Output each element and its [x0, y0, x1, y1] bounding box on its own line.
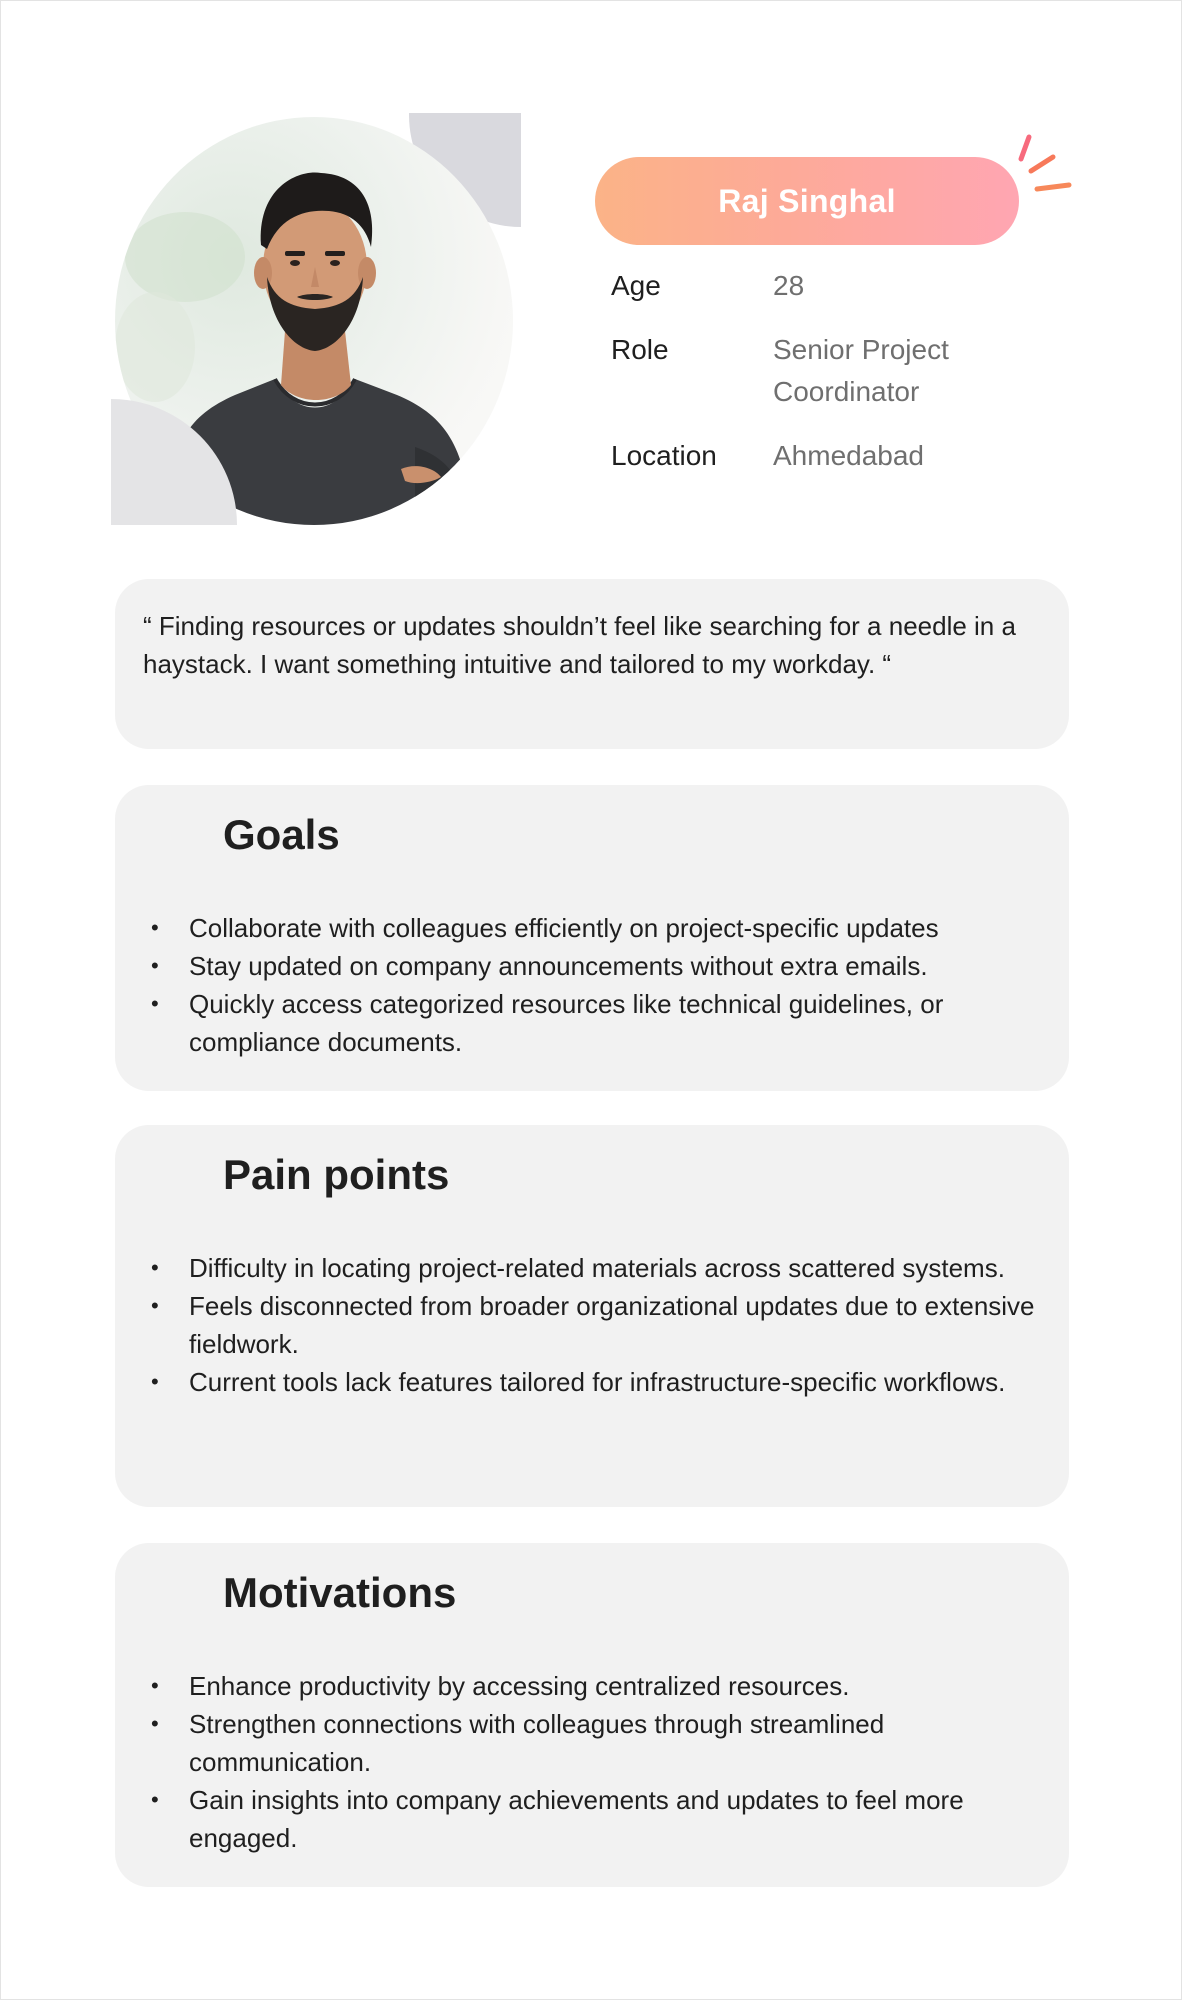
name-badge [595, 157, 1019, 245]
info-row-role [611, 329, 1131, 413]
age-value: 28 [773, 270, 805, 301]
pain-points-title: Pain points [223, 1151, 450, 1198]
info-row-age [611, 265, 1131, 307]
location-label: Location [611, 440, 717, 471]
age-label: Age [611, 270, 661, 301]
pain-points-list [151, 1249, 1039, 1401]
sparkle-lines-icon [1017, 131, 1073, 197]
role-value: Senior Project Coordinator [773, 334, 949, 407]
persona-name: Raj Singhal [718, 182, 896, 219]
list-item: • Gain insights into company achievements and updates to feel more engaged. [151, 1781, 1039, 1857]
goals-title: Goals [223, 811, 340, 858]
info-row-location [611, 435, 1131, 477]
persona-info [611, 265, 1131, 499]
goals-list [151, 909, 1039, 1061]
motivations-list [151, 1667, 1039, 1857]
list-item: • Strengthen connections with colleagues through streamlined communication. [151, 1705, 1039, 1781]
list-item: • Feels disconnected from broader organizational updates due to extensive fieldwork. [151, 1287, 1039, 1363]
list-item: • Enhance productivity by accessing centralized resources. [151, 1667, 1039, 1705]
quote-text: “ Finding resources or updates shouldn’t feel like searching for a needle in a haystack. I want something intuitive and tailored to my workday. “ [143, 611, 1016, 679]
quote-card [115, 579, 1069, 749]
location-value: Ahmedabad [773, 440, 925, 471]
motivations-card [115, 1543, 1069, 1887]
list-item: • Collaborate with colleagues efficiently on project-specific updates [151, 909, 1039, 947]
list-item: • Quickly access categorized resources like technical guidelines, or compliance documents. [151, 985, 1039, 1061]
motivations-title: Motivations [223, 1569, 457, 1616]
goals-card [115, 785, 1069, 1091]
list-item: • Stay updated on company announcements without extra emails. [151, 947, 1039, 985]
list-item: • Difficulty in locating project-related materials across scattered systems. [151, 1249, 1039, 1287]
portrait-area [111, 113, 521, 525]
role-label: Role [611, 334, 669, 365]
list-item: • Current tools lack features tailored for infrastructure-specific workflows. [151, 1363, 1039, 1401]
pain-points-card [115, 1125, 1069, 1507]
